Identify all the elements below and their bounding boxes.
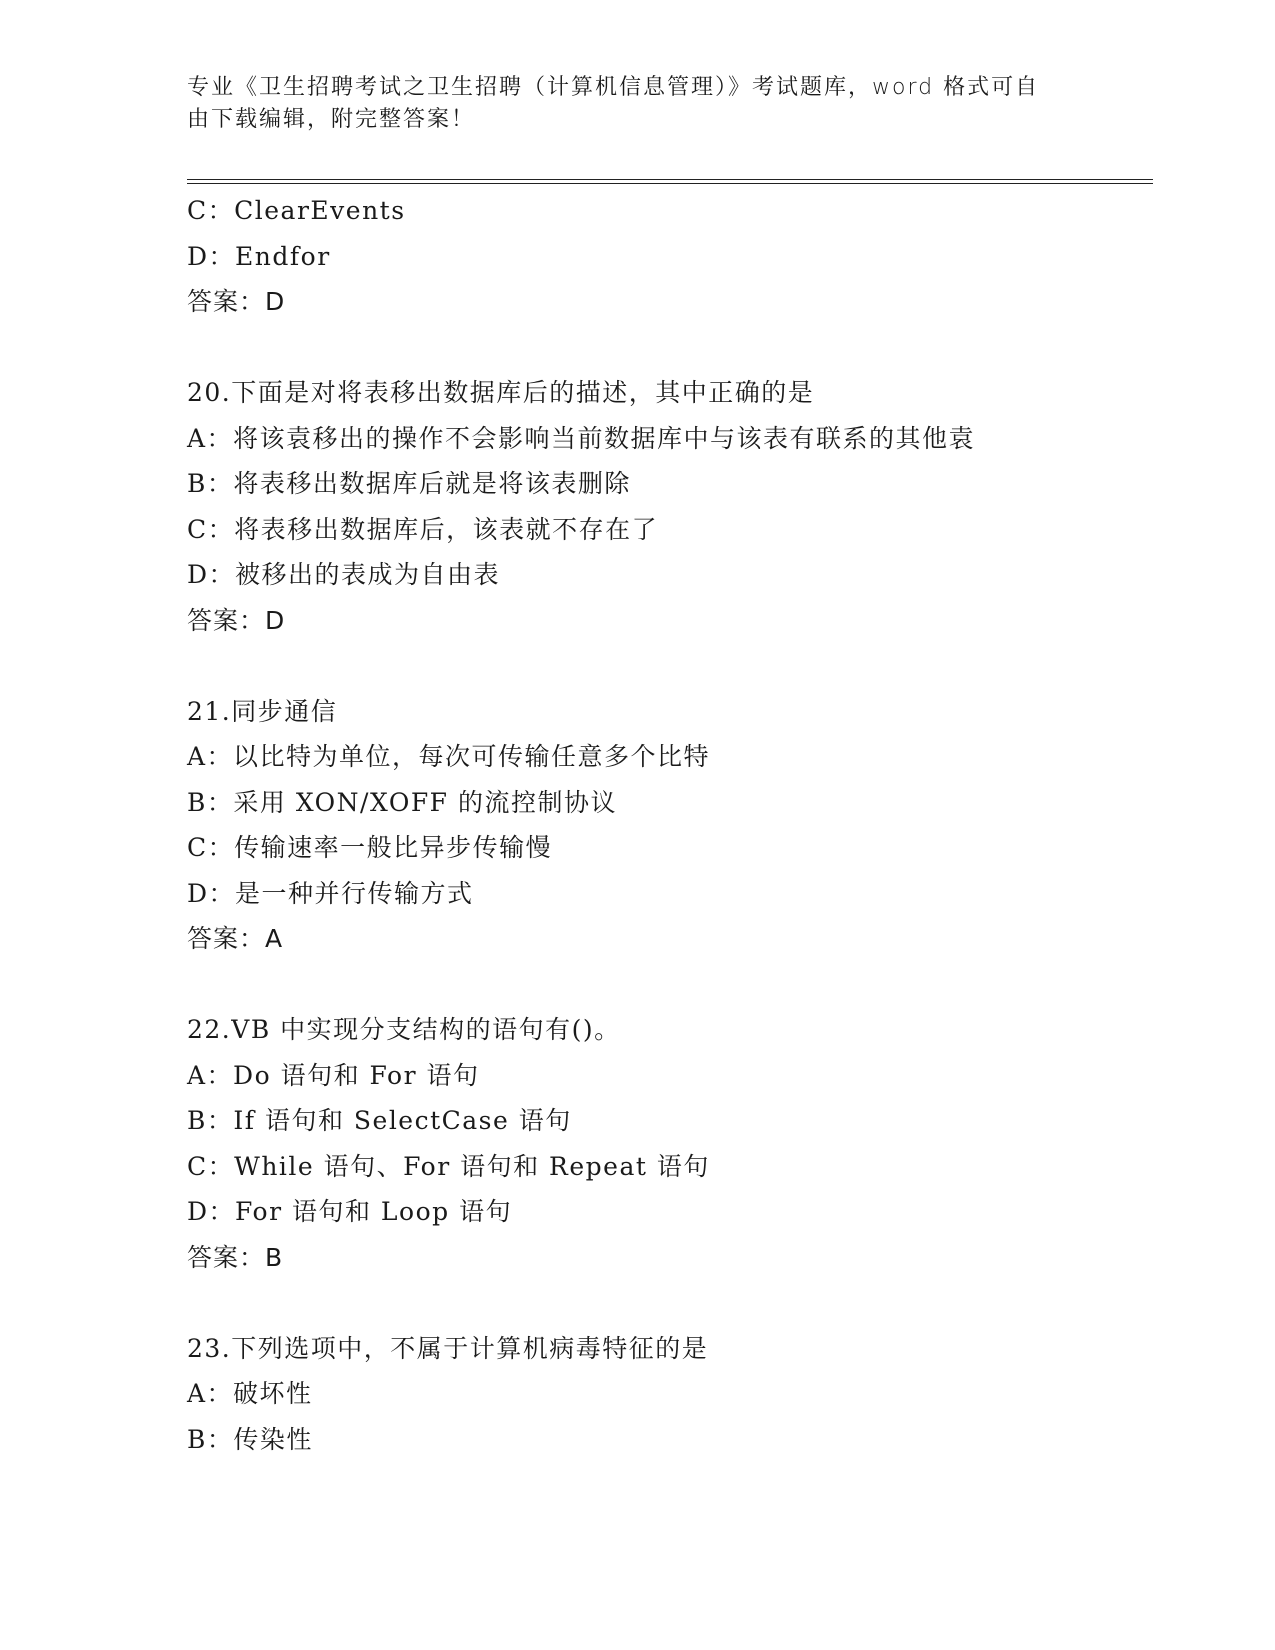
spacer xyxy=(187,643,1153,689)
option-a: A：以比特为单位，每次可传输任意多个比特 xyxy=(187,742,711,771)
question-stem: 21.同步通信 xyxy=(187,696,338,726)
answer-line: 答案：D xyxy=(187,287,286,316)
option-c: C：ClearEvents xyxy=(187,196,406,225)
question-20 xyxy=(187,370,1153,643)
answer-line: 答案：D xyxy=(187,605,286,635)
question-21 xyxy=(187,689,1153,962)
option-a: A：破坏性 xyxy=(187,1379,313,1408)
option-c: C：While 语句、For 语句和 Repeat 语句 xyxy=(187,1151,710,1181)
option-b: B：将表移出数据库后就是将该表删除 xyxy=(187,469,631,498)
option-a: A：Do 语句和 For 语句 xyxy=(187,1060,480,1090)
option-d: D：For 语句和 Loop 语句 xyxy=(187,1197,513,1226)
question-stem: 20.下面是对将表移出数据库后的描述，其中正确的是 xyxy=(187,378,815,407)
question-stem: 23.下列选项中，不属于计算机病毒特征的是 xyxy=(187,1333,709,1363)
header-line-2: 由下载编辑，附完整答案！ xyxy=(187,107,476,132)
option-b: B：传染性 xyxy=(187,1424,313,1454)
question-23 xyxy=(187,1326,1153,1463)
spacer xyxy=(187,325,1153,371)
header-line-1: 专业《卫生招聘考试之卫生招聘（计算机信息管理）》考试题库，word 格式可自 xyxy=(187,75,1040,100)
option-d: D：Endfor xyxy=(187,241,331,271)
option-b: B：采用 XON/XOFF 的流控制协议 xyxy=(187,787,617,817)
option-c: C：传输速率一般比异步传输慢 xyxy=(187,833,553,862)
spacer xyxy=(187,962,1153,1008)
question-stem: 22.VB 中实现分支结构的语句有()。 xyxy=(187,1015,621,1044)
option-d: D：被移出的表成为自由表 xyxy=(187,560,501,589)
question-fragment xyxy=(187,188,1153,325)
header-divider-bottom xyxy=(187,183,1153,184)
option-d: D：是一种并行传输方式 xyxy=(187,878,474,908)
question-list xyxy=(187,188,1153,1462)
question-22 xyxy=(187,1007,1153,1280)
header-divider-top xyxy=(187,179,1153,180)
option-c: C：将表移出数据库后，该表就不存在了 xyxy=(187,514,659,544)
option-a: A：将该袁移出的操作不会影响当前数据库中与该表有联系的其他袁 xyxy=(187,423,976,453)
answer-line: 答案：A xyxy=(187,924,284,953)
option-b: B：If 语句和 SelectCase 语句 xyxy=(187,1106,572,1135)
page-header xyxy=(187,72,1087,136)
spacer xyxy=(187,1280,1153,1326)
answer-line: 答案：B xyxy=(187,1242,284,1272)
